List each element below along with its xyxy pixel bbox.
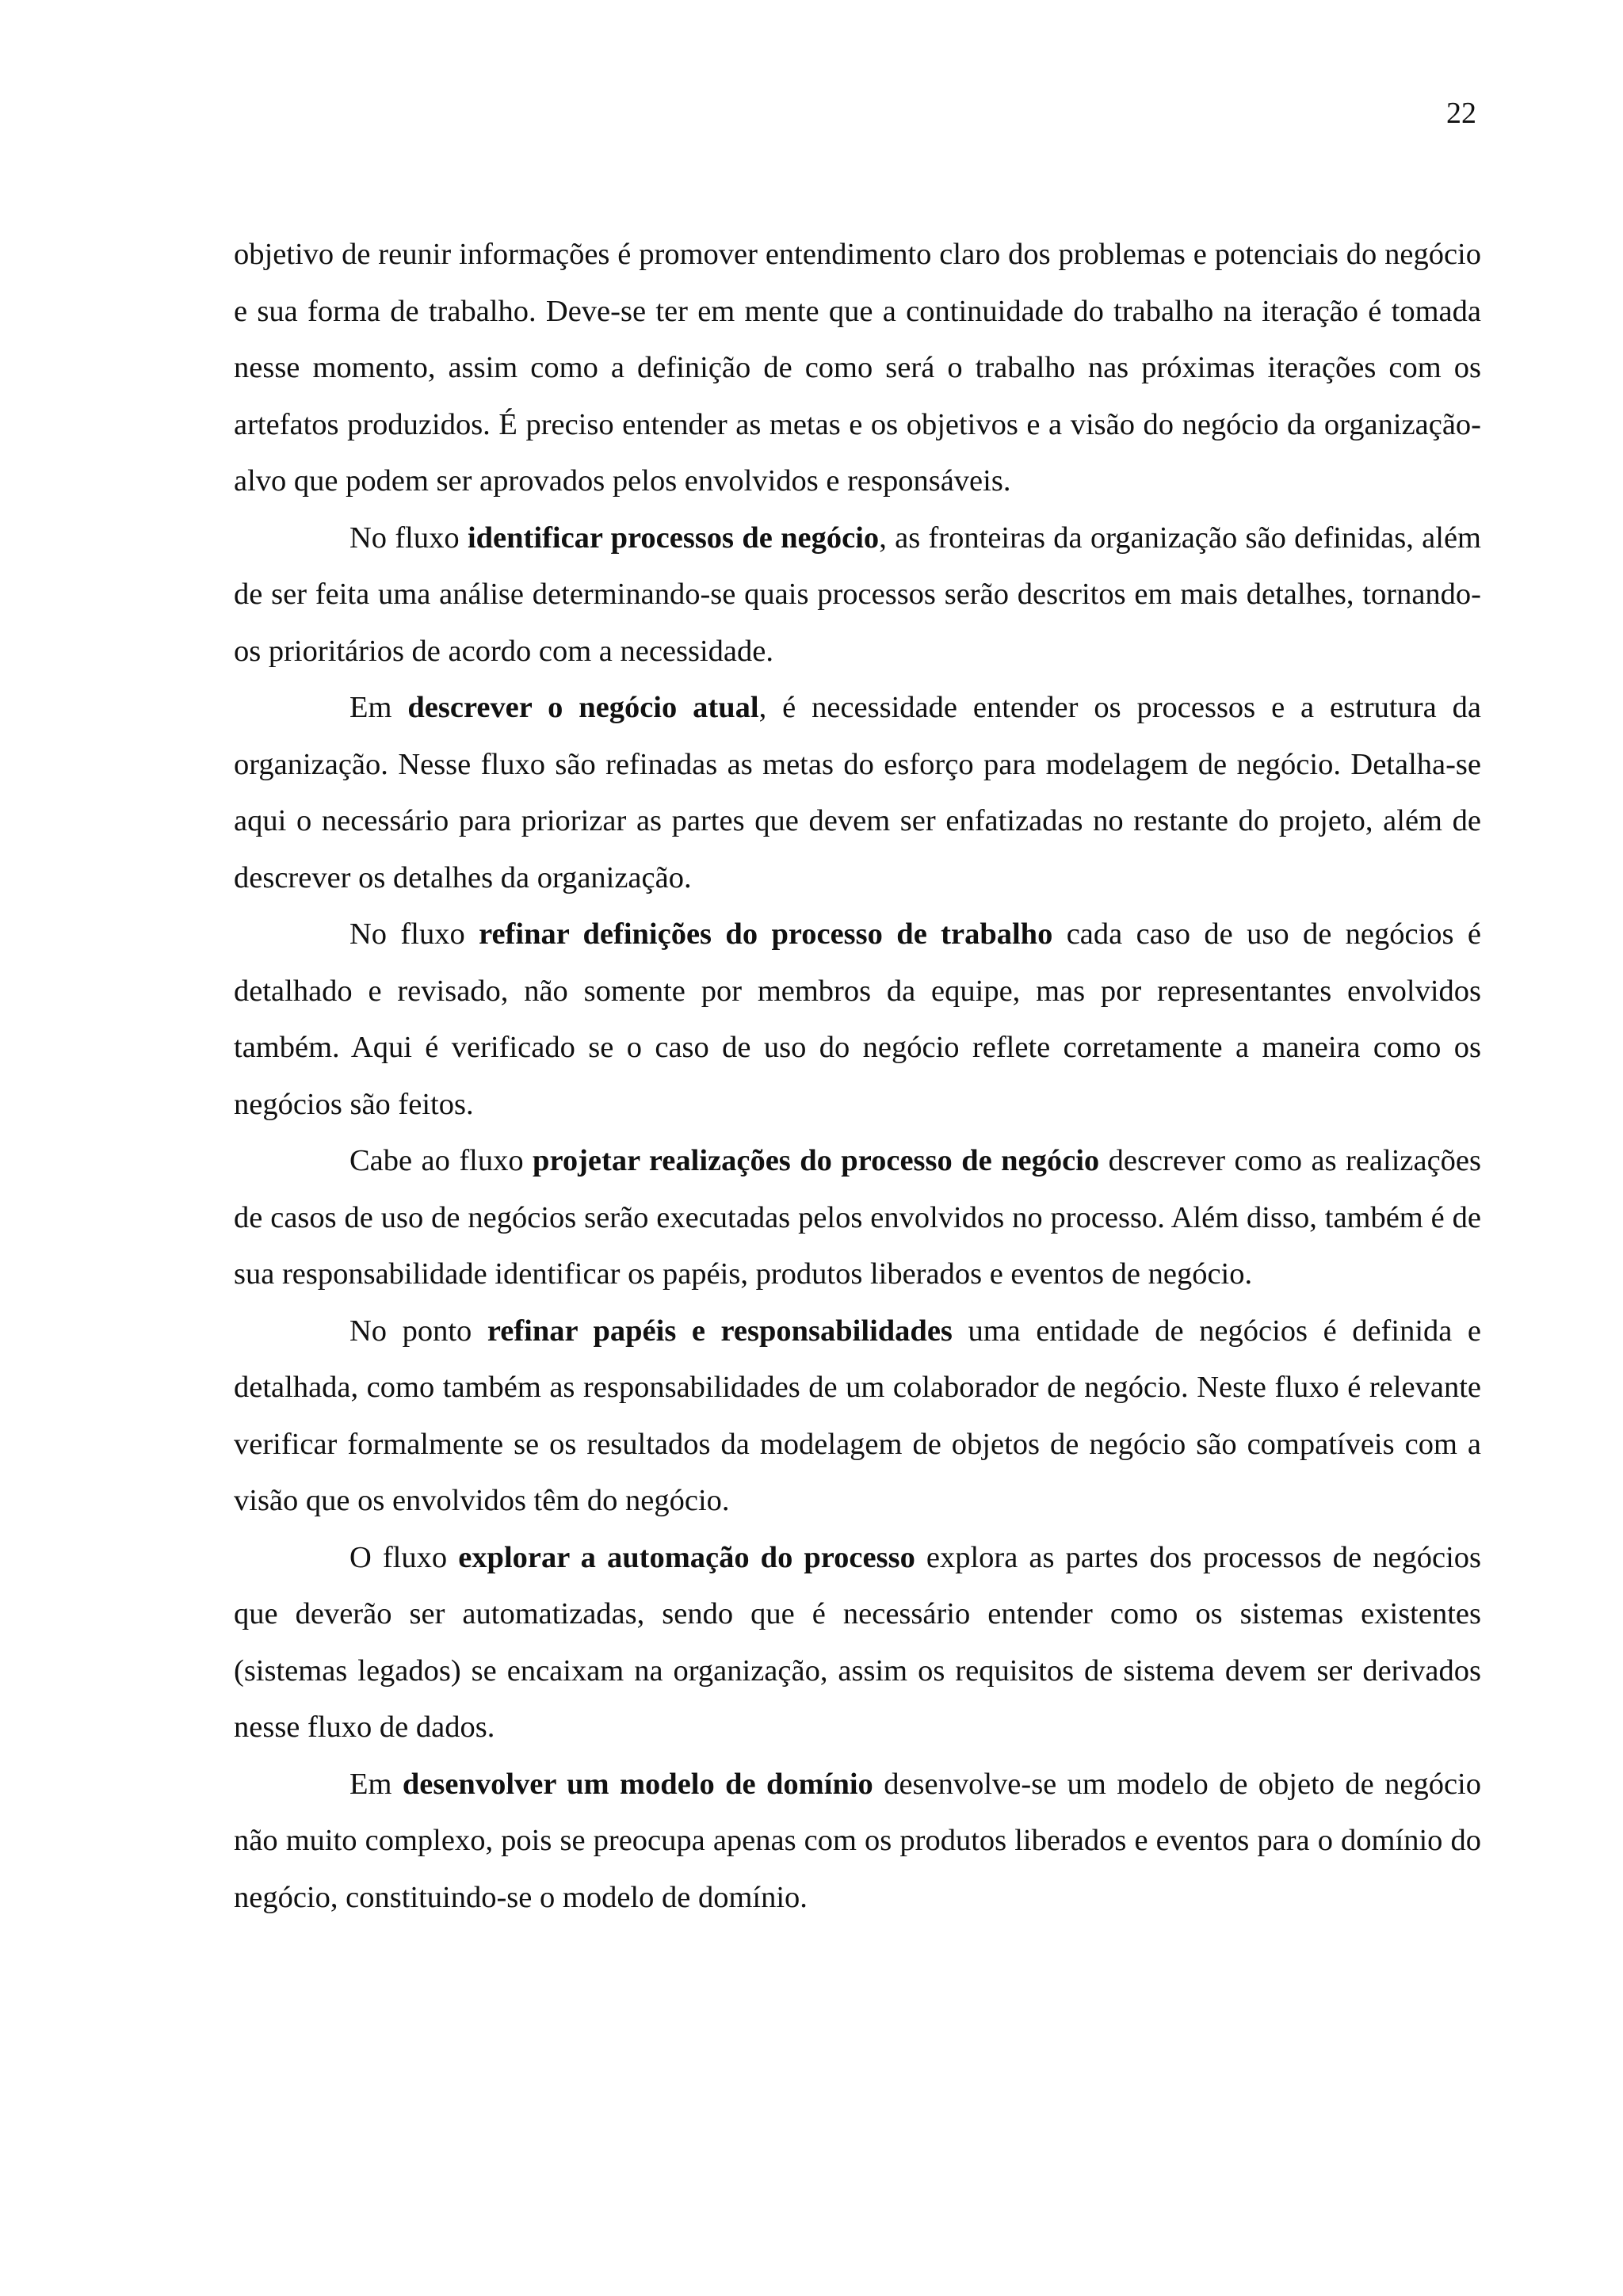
paragraph-lead: No fluxo [349,917,479,951]
body-text [234,227,1481,1926]
paragraph-refinar-definicoes [234,906,1481,1133]
bold-term: identificar processos de negócio [467,521,880,555]
page-number: 22 [1446,97,1476,130]
bold-term: explorar a automação do processo [458,1540,915,1574]
paragraph-text: uma entidade de negócios é definida e detalhada, como também as responsabilidades de um colaborador de negócio. Neste fluxo é relevante verificar formalmente se os resultados da modelagem de objetos de negócio são compatíveis com a visão que os envolvidos têm do negócio. [234,1314,1481,1517]
paragraph-lead: No fluxo [349,521,468,555]
paragraph-refinar-papeis [234,1303,1481,1530]
paragraph-lead: Cabe ao fluxo [349,1144,533,1177]
paragraph-text: objetivo de reunir informações é promover entendimento claro dos problemas e potenciais do negócio e sua forma de trabalho. Deve-se ter em mente que a continuidade do trabalho na iteração é tomada nesse momento, assim como a definição de como será o trabalho nas próximas iterações com os artefatos produzidos. É preciso entender as metas e os objetivos e a visão do negócio da organização-alvo que podem ser aprovados pelos envolvidos e responsáveis. [234,238,1481,498]
paragraph-desenvolver-modelo [234,1756,1481,1927]
paragraph-text: , as fronteiras da organização são definidas, além de ser feita uma análise determinando-se quais processos serão descritos em mais detalhes, tornando-os prioritários de acordo com a necessidade. [234,521,1482,668]
paragraph-text: desenvolve-se um modelo de objeto de negócio não muito complexo, pois se preocupa apenas com os produtos liberados e eventos para o domínio do negócio, constituindo-se o modelo de domínio. [234,1767,1481,1914]
paragraph-text: cada caso de uso de negócios é detalhado e revisado, não somente por membros da equipe, mas por representantes envolvidos também. Aqui é verificado se o caso de uso do negócio reflete corretamente a maneira como os negócios são feitos. [234,917,1482,1121]
bold-term: refinar papéis e responsabilidades [487,1314,953,1348]
paragraph-descrever-negocio [234,680,1481,906]
bold-term: refinar definições do processo de trabalho [479,917,1053,951]
paragraph-lead: Em [349,691,408,724]
bold-term: desenvolver um modelo de domínio [402,1767,873,1801]
paragraph-identificar-processos [234,510,1481,681]
paragraph-text: , é necessidade entender os processos e a estrutura da organização. Nesse fluxo são refinadas as metas do esforço para modelagem de negócio. Detalha-se aqui o necessário para priorizar as partes que devem ser enfatizadas no restante do projeto, além de descrever os detalhes da organização. [234,691,1481,894]
paragraph-continuation [234,227,1481,510]
paragraph-text: descrever como as realizações de casos de uso de negócios serão executadas pelos envolvidos no processo. Além disso, também é de sua responsabilidade identificar os papéis, produtos liberados e eventos de negócio. [234,1144,1481,1291]
paragraph-explorar-automacao [234,1530,1481,1756]
paragraph-lead: Em [349,1767,403,1801]
bold-term: projetar realizações do processo de negócio [533,1144,1100,1177]
paragraph-text: explora as partes dos processos de negócios que deverão ser automatizadas, sendo que é necessário entender como os sistemas existentes (sistemas legados) se encaixam na organização, assim os requisitos de sistema devem ser derivados nesse fluxo de dados. [234,1540,1482,1744]
paragraph-lead: O fluxo [349,1540,459,1574]
paragraph-lead: No ponto [349,1314,487,1348]
bold-term: descrever o negócio atual [407,691,759,724]
paragraph-projetar-realizacoes [234,1133,1481,1303]
